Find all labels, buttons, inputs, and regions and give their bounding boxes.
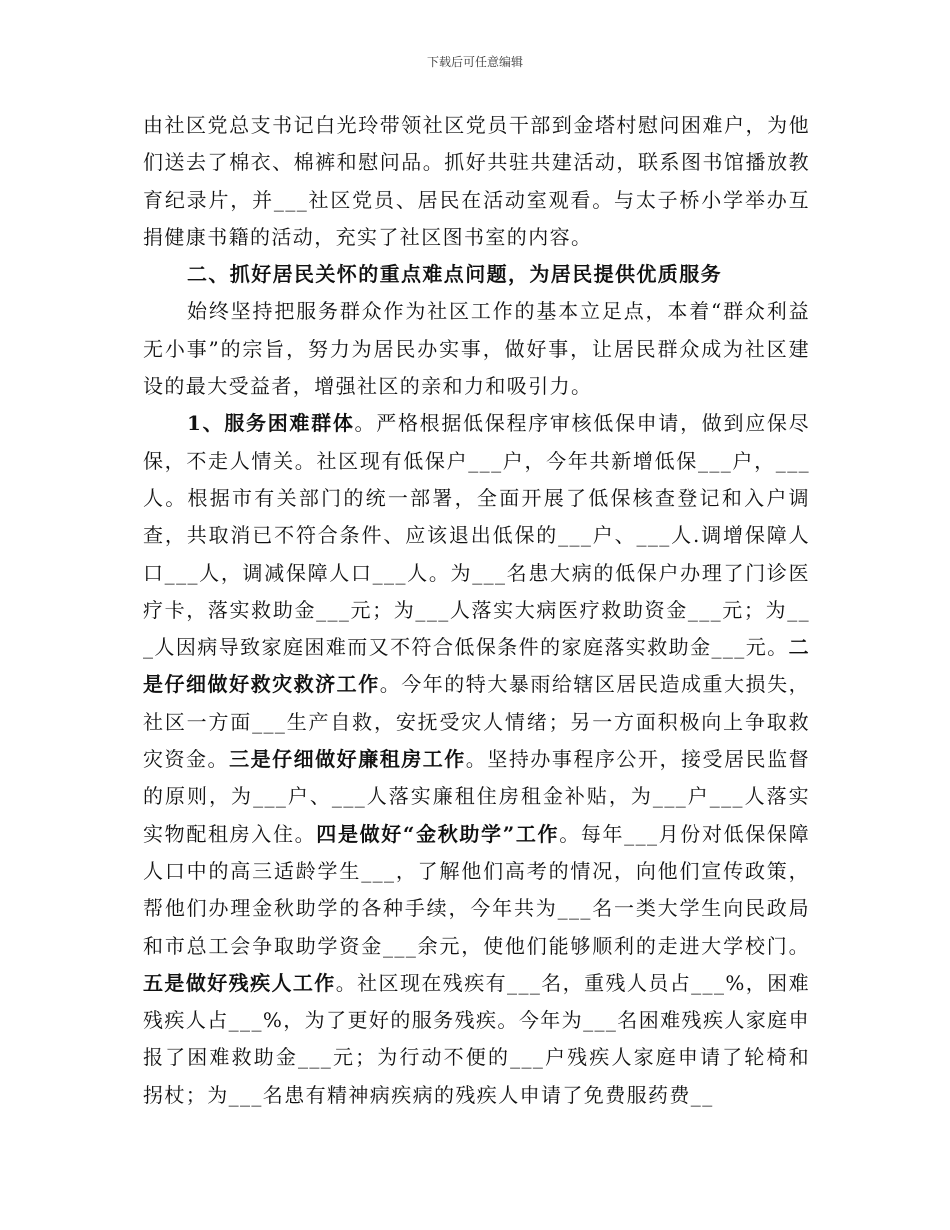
paragraph-community-activities: 由社区党总支书记白光玲带领社区党员干部到金塔村慰问困难户，为他们送去了棉衣、棉裤和慰问品。抓好共驻共建活动，联系图书馆播放教育纪录片，并___社区党员、居民在活动室观看。与太子桥小学举办互捐健康书籍的活动，充实了社区图书室的内容。	[143, 113, 810, 249]
item-2-title: 二是仔细做好救灾救济工作	[143, 635, 810, 697]
item-3-text: 。坚持办事程序公开，接受居民监督的原则，为___户、___人落实廉租住房租金补贴，为___户___人落实实物配租房入住。	[143, 747, 810, 846]
paragraph-service-items	[143, 405, 810, 1114]
item-1-text: 。严格根据低保程序审核低保申请，做到应保尽保，不走人情关。社区现有低保户___户，今年共新增低保___户，___人。根据市有关部门的统一部署，全面开展了低保核查登记和入户调查，共取消已不符合条件、应该退出低保的___户、___人.调增保障人口___人，调减保障人口___人。为___名患大病的低保户办理了门诊医疗卡，落实救助金___元；为___人落实大病医疗救助资金___元；为___人因病导致家庭困难而又不符合低保条件的家庭落实救助金___元。	[143, 411, 810, 660]
item-4-text: 。每年___月份对低保保障人口中的高三适龄学生___，了解他们高考的情况，向他们宣传政策，帮他们办理金秋助学的各种手续，今年共为___名一类大学生向民政局和市总工会争取助学资金___余元，使他们能够顺利的走进大学校门。	[143, 821, 810, 958]
item-5-title: 五是做好残疾人工作	[143, 970, 336, 995]
item-5-text: 。社区现在残疾有___名，重残人员占___%，困难残疾人占___%，为了更好的服务残疾。今年为___名困难残疾人家庭申报了困难救助金___元；为行动不便的___户残疾人家庭申请了轮椅和拐杖；为___名患有精神病疾病的残疾人申请了免费服药费__	[143, 970, 810, 1107]
item-3-title: 三是仔细做好廉租房工作	[229, 747, 466, 772]
page-header-note: 下载后可任意编辑	[426, 55, 523, 69]
item-1-title: 1、服务困难群体	[187, 411, 355, 436]
item-4-title: 四是做好“金秋助学”工作	[316, 821, 560, 846]
document-body	[143, 107, 810, 1114]
item-2-text: 。今年的特大暴雨给辖区居民造成重大损失，社区一方面___生产自救，安抚受灾人情绪；另一方面积极向上争取救灾资金。	[143, 672, 810, 772]
paragraph-service-principle: 始终坚持把服务群众作为社区工作的基本立足点，本着“群众利益无小事”的宗旨，努力为居民办实事，做好事，让居民群众成为社区建设的最大受益者，增强社区的亲和力和吸引力。	[143, 299, 810, 399]
section-heading-2: 二、抓好居民关怀的重点难点问题，为居民提供优质服务	[187, 262, 722, 287]
